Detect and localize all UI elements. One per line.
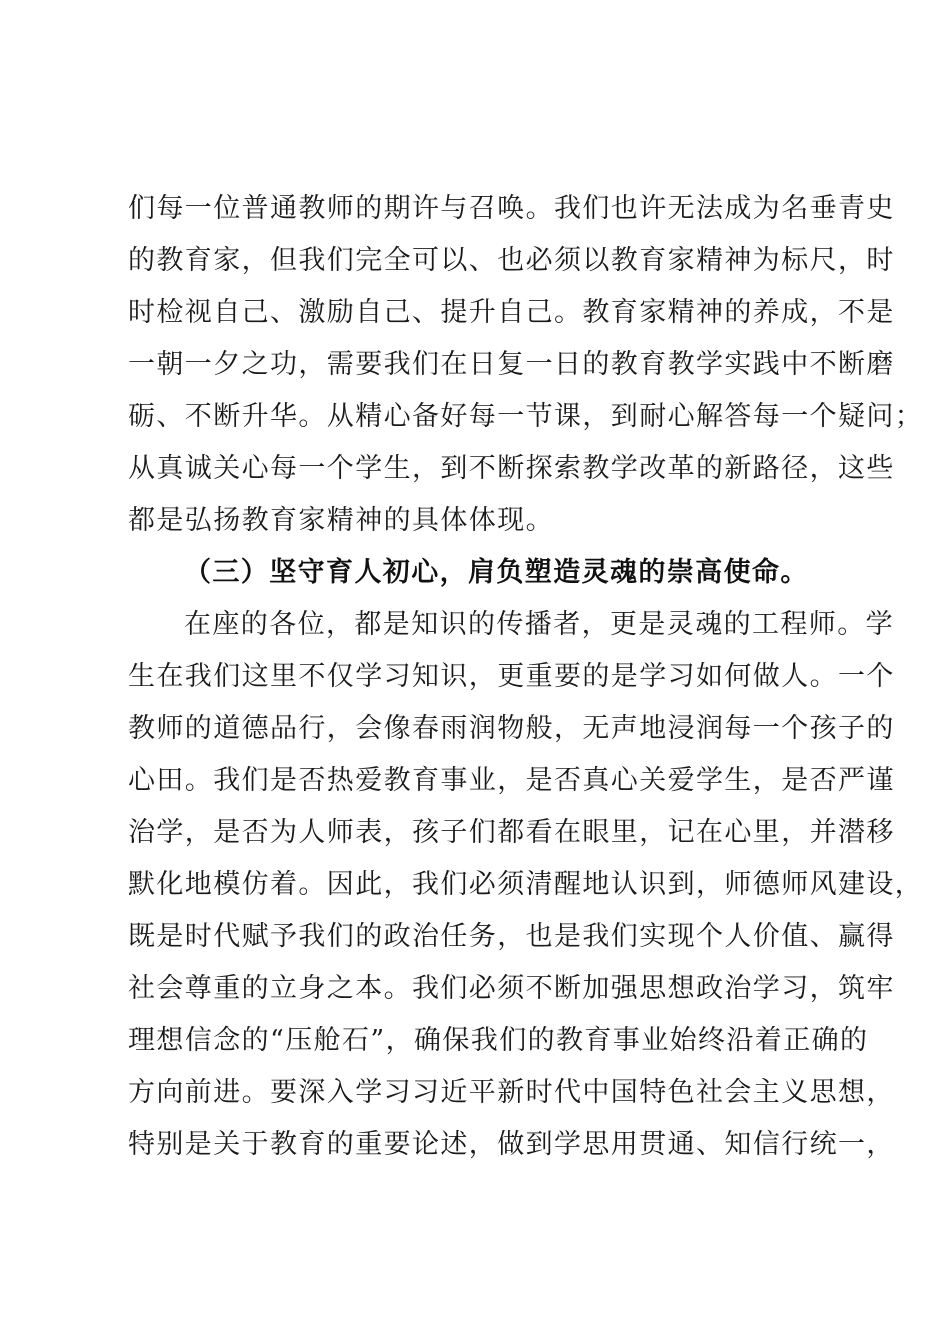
text-line: 一朝一夕之功，需要我们在日复一日的教育教学实践中不断磨 bbox=[128, 349, 895, 380]
paragraph-1 bbox=[128, 183, 924, 547]
text-line: 默化地模仿着。因此，我们必须清醒地认识到，师德师风建设， bbox=[128, 869, 924, 900]
text-line: 社会尊重的立身之本。我们必须不断加强思想政治学习，筑牢 bbox=[128, 973, 895, 1004]
text-line: 时检视自己、激励自己、提升自己。教育家精神的养成，不是 bbox=[128, 297, 895, 328]
text-line: 的教育家，但我们完全可以、也必须以教育家精神为标尺，时 bbox=[128, 245, 895, 276]
text-line: 既是时代赋予我们的政治任务，也是我们实现个人价值、赢得 bbox=[128, 921, 895, 952]
document-body bbox=[128, 183, 924, 1171]
text-line: 治学，是否为人师表，孩子们都看在眼里，记在心里，并潜移 bbox=[128, 817, 895, 848]
text-line: 从真诚关心每一个学生，到不断探索教学改革的新路径，这些 bbox=[128, 453, 895, 484]
text-line: 都是弘扬教育家精神的具体体现。 bbox=[128, 505, 554, 536]
text-line: 在座的各位，都是知识的传播者，更是灵魂的工程师。学 bbox=[184, 609, 894, 640]
text-line: 砺、不断升华。从精心备好每一节课，到耐心解答每一个疑问； bbox=[128, 401, 924, 432]
paragraph-2 bbox=[128, 599, 924, 1171]
text-line: 理想信念的“压舱石”，确保我们的教育事业始终沿着正确的 bbox=[128, 1025, 869, 1056]
section-heading: （三）坚守育人初心，肩负塑造灵魂的崇高使命。 bbox=[184, 557, 809, 588]
text-line: 特别是关于教育的重要论述，做到学思用贯通、知信行统一， bbox=[128, 1129, 895, 1160]
text-line: 心田。我们是否热爱教育事业，是否真心关爱学生，是否严谨 bbox=[128, 765, 895, 796]
text-line: 们每一位普通教师的期许与召唤。我们也许无法成为名垂青史 bbox=[128, 193, 895, 224]
text-line: 教师的道德品行，会像春雨润物般，无声地浸润每一个孩子的 bbox=[128, 713, 895, 744]
text-line: 生在我们这里不仅学习知识，更重要的是学习如何做人。一个 bbox=[128, 661, 895, 692]
text-line: 方向前进。要深入学习习近平新时代中国特色社会主义思想， bbox=[128, 1077, 895, 1108]
